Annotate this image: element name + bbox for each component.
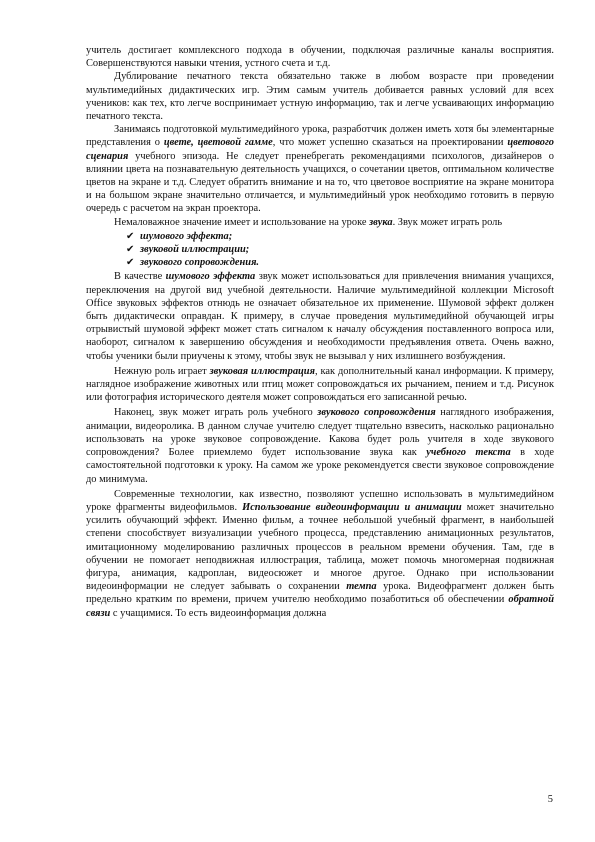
paragraph-text: учитель достигает комплексного подхода в обучении, подключая различные каналы восприятия. Совершенствуются навыки чтения, устного счета и т.д. <box>86 45 554 70</box>
paragraph-text: Наконец, звук может играть роль учебного <box>114 407 318 419</box>
emphasized-term: темпа <box>346 581 377 593</box>
emphasized-term: цвете, цветовой гамме <box>163 137 273 149</box>
list-item-label: шумового эффекта; <box>140 230 233 242</box>
paragraph-text: учебного эпизода. Не следует пренебрегать рекомендациями психологов, дизайнеров о влиянии цвета на познавательную деятельность учащихся, о сочетании цветов, оптимальном количестве цветов на экране и т.д. Следует обратить внимание и на то, что цветовое восприятие на экране монитора и на большом экране значительно отличается, и мультимедийный урок необходимо готовить в первую очередь с расчетом на экран проектора. <box>86 150 554 215</box>
list-item-label: звукового сопровождения. <box>140 257 260 269</box>
paragraph-text: . Звук может играть роль <box>392 216 503 228</box>
list-item <box>126 256 554 269</box>
document-page <box>86 44 554 620</box>
emphasized-term: звуковая иллюстрация <box>209 365 315 377</box>
paragraph-text: В качестве <box>114 271 166 283</box>
body-paragraph <box>86 70 554 123</box>
checkmark-list <box>86 230 554 270</box>
body-paragraph <box>86 270 554 362</box>
paragraph-text: звук может использоваться для привлечения внимания учащихся, переключения на другой вид учебной деятельности. Наличие мультимедийной коллекции Microsoft Office звуковых эффектов отнюдь не означает обязательное их применение. Шумовой эффект должен быть дидактически оправдан. К примеру, в случае проведения мультимедийной обучающей игры отрывистый шумовой эффект может стать сигналом к началу обсуждения поставленного вопроса или, наоборот, сигналом к завершению обсуждения и необходимости предъявления ответа. Очень важно, чтобы ученики были приучены к этому, чтобы звук не вызывал у них излишнего возбуждения. <box>86 271 554 362</box>
paragraph-text: с учащимися. То есть видеоинформация должна <box>110 607 327 619</box>
emphasized-term: обратной связи <box>86 594 554 619</box>
paragraph-text: Немаловажное значение имеет и использование на уроке <box>114 216 370 228</box>
body-paragraph <box>86 365 554 405</box>
checkmark-icon: ✔ <box>126 244 135 256</box>
paragraph-text: Современные технологии, как известно, позволяют успешно использовать в мультимедийном уроке фрагменты видеофильмов. <box>86 488 554 513</box>
emphasized-term: шумового эффекта <box>165 271 256 283</box>
list-item <box>126 243 554 256</box>
emphasized-term: Использование видеоинформации и анимации <box>242 501 462 513</box>
paragraph-text: урока. Видеофрагмент должен быть предельно кратким по времени, причем учителю необходимо позаботиться об обеспечении <box>86 581 554 606</box>
emphasized-term: звукового сопровождения <box>317 407 436 419</box>
emphasized-term: звука <box>369 216 393 228</box>
body-paragraph <box>86 123 554 215</box>
paragraph-text: может значительно усилить обучающий эффект. Именно фильм, а точнее небольшой учебный фрагмент, в наибольшей степени способствует визуализации учебного процесса, представлению анимационных результатов, имитационному моделированию различных процессов в реальном времени обучения. Там, где в обучении не помогает неподвижная иллюстрация, таблица, может помочь многомерная подвижная фигура, анимация, кадроплан, видеосюжет и многое другое. Однако при использовании видеоинформации не следует забывать о сохранении <box>86 501 554 593</box>
paragraph-text: в ходе самостоятельной подготовки к уроку. На самом же уроке рекомендуется свести звуковое сопровождение до минимума. <box>86 447 554 485</box>
paragraph-text: , как дополнительный канал информации. К примеру, наглядное изображение животных или птиц может сопровождаться их рычанием, пением и т.д. Рисунок или фотография исторического деятеля может сопровождаться его записанной речью. <box>86 365 554 404</box>
body-paragraph <box>86 488 554 620</box>
list-item <box>126 230 554 243</box>
text-block-before-list <box>86 44 554 229</box>
body-paragraph <box>86 44 554 70</box>
checkmark-icon: ✔ <box>126 257 135 269</box>
body-paragraph <box>86 216 554 229</box>
text-block-after-list <box>86 270 554 619</box>
paragraph-text: Дублирование печатного текста обязательно также в любом возрасте при проведении мультимедийных дидактических игр. Этим самым учитель добивается равных условий для всех учеников: как тех, кто легче воспринимает устную информацию, так и легче усваивающих информацию печатного текста. <box>86 71 554 123</box>
paragraph-text: Занимаясь подготовкой мультимедийного урока, разработчик должен иметь хотя бы элементарные представления о <box>86 124 554 149</box>
paragraph-text: наглядного изображения, анимации, видеоролика. В данном случае учителю следует тщательно взвесить, насколько рационально использовать на уроке звуковое сопровождение. Какова будет роль учителя в ходе звукового сопровождения? Более приемлемо будет использование звука как <box>86 407 555 459</box>
paragraph-text: Нежную роль играет <box>114 365 210 377</box>
paragraph-text: , что может успешно сказаться на проектировании <box>272 137 508 149</box>
checkmark-icon: ✔ <box>126 230 135 242</box>
list-item-label: звуковой иллюстрации; <box>140 244 250 256</box>
emphasized-term: цветового сценария <box>86 137 554 162</box>
body-paragraph <box>86 406 554 485</box>
page-number: 5 <box>547 794 553 805</box>
emphasized-term: учебного текста <box>426 447 511 459</box>
